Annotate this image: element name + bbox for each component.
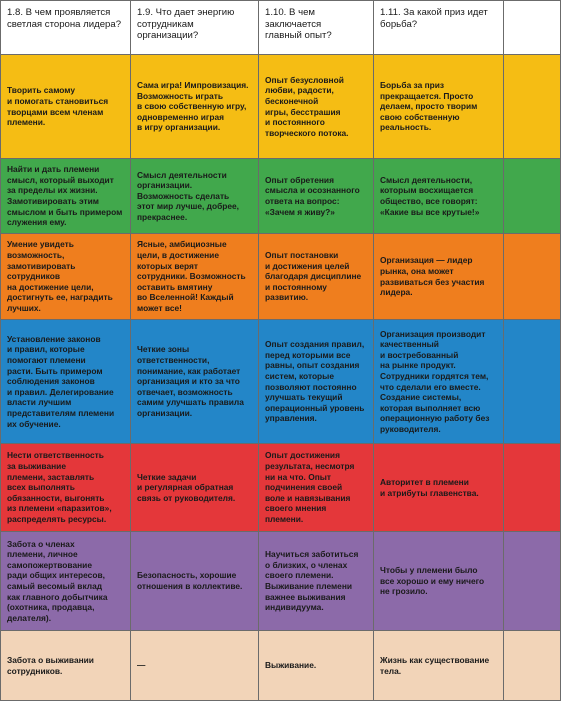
table-cell: Авторитет в племени и атрибуты главенства.	[374, 444, 504, 532]
table-cell: Ясные, амбициозные цели, в достижение которых верят сотрудники. Возможность оставить вмятину во Вселенной! Каждый может все!	[131, 234, 259, 320]
table-row-purple	[1, 532, 561, 631]
table-cell	[504, 55, 561, 159]
table-cell	[504, 631, 561, 701]
header-cell-experience: 1.10. В чем заключается главный опыт?	[259, 1, 374, 55]
table-cell: Жизнь как существование тела.	[374, 631, 504, 701]
table-cell: Борьба за приз прекращается. Просто делаем, просто творим свою собственную реальность.	[374, 55, 504, 159]
table-cell: Забота о членах племени, личное самопожертвование ради общих интересов, самый весомый вклад как главного добытчика (охотника, продавца, делателя).	[1, 532, 131, 631]
table-cell: Забота о выживании сотрудников.	[1, 631, 131, 701]
table-cell: Четкие зоны ответственности, понимание, как работает организация и кто за что отвечает, возможность самим улучшать правила организации.	[131, 320, 259, 444]
table-cell: Безопасность, хорошие отношения в коллективе.	[131, 532, 259, 631]
table-cell	[504, 444, 561, 532]
table-cell: Организация — лидер рынка, она может развиваться без участия лидера.	[374, 234, 504, 320]
header-cell-empty	[504, 1, 561, 55]
table-cell: Смысл деятельности организации. Возможность сделать этот мир лучше, добрее, прекраснее.	[131, 159, 259, 234]
table-cell: Четкие задачи и регулярная обратная связь от руководителя.	[131, 444, 259, 532]
table-row-beige	[1, 631, 561, 701]
table-row-yellow	[1, 55, 561, 159]
table-cell: Опыт создания правил, перед которыми все равны, опыт создания систем, которые позволяют постоянно улучшать текущий операционный уровень управления.	[259, 320, 374, 444]
table-row-red	[1, 444, 561, 532]
table-cell: Опыт обретения смысла и осознанного ответа на вопрос: «Зачем я живу?»	[259, 159, 374, 234]
table-row-blue	[1, 320, 561, 444]
table-cell: Нести ответственность за выживание племени, заставлять всех выполнять обязанности, выгонять из племени «паразитов», распределять ресурсы.	[1, 444, 131, 532]
table-cell	[504, 320, 561, 444]
table-cell	[504, 532, 561, 631]
table-cell	[504, 159, 561, 234]
header-cell-energy: 1.9. Что дает энергию сотрудникам организации?	[131, 1, 259, 55]
header-cell-prize: 1.11. За какой приз идет борьба?	[374, 1, 504, 55]
table-cell: Опыт постановки и достижения целей благодаря дисциплине и постоянному развитию.	[259, 234, 374, 320]
table-cell: Смысл деятельности, которым восхищается общество, все говорят: «Какие вы все крутые!»	[374, 159, 504, 234]
table-cell: Выживание.	[259, 631, 374, 701]
table-cell: Опыт безусловной любви, радости, бесконечной игры, бесстрашия и постоянного творческого потока.	[259, 55, 374, 159]
table-row-orange	[1, 234, 561, 320]
table-cell	[504, 234, 561, 320]
table-cell: Чтобы у племени было все хорошо и ему ничего не грозило.	[374, 532, 504, 631]
table-cell: —	[131, 631, 259, 701]
table-cell: Организация производит качественный и востребованный на рынке продукт. Сотрудники гордятся тем, что сделали его вместе. Создание системы, которая выполняет всю операционную работу без руководителя.	[374, 320, 504, 444]
table-cell: Установление законов и правил, которые помогают племени расти. Быть примером соблюдения законов и правил. Делегирование власти лучшим представителям племени их обучение.	[1, 320, 131, 444]
table-cell: Умение увидеть возможность, замотивировать сотрудников на достижение цели, достигнуть ее, наградить лучших.	[1, 234, 131, 320]
header-cell-light-side: 1.8. В чем проявляется светлая сторона лидера?	[1, 1, 131, 55]
table-row-green	[1, 159, 561, 234]
table-cell: Опыт достижения результата, несмотря ни на что. Опыт подчинения своей воле и навязывания своего мнения племени.	[259, 444, 374, 532]
table-cell: Сама игра! Импровизация. Возможность играть в свою собственную игру, одновременно играя в игру организации.	[131, 55, 259, 159]
table-cell: Найти и дать племени смысл, который выходит за пределы их жизни. Замотивировать этим смыслом и быть примером служения ему.	[1, 159, 131, 234]
header-row	[1, 1, 561, 55]
table-cell: Творить самому и помогать становиться творцами всем членам племени.	[1, 55, 131, 159]
table-cell: Научиться заботиться о близких, о членах своего племени. Выживание племени важнее выживания индивидуума.	[259, 532, 374, 631]
